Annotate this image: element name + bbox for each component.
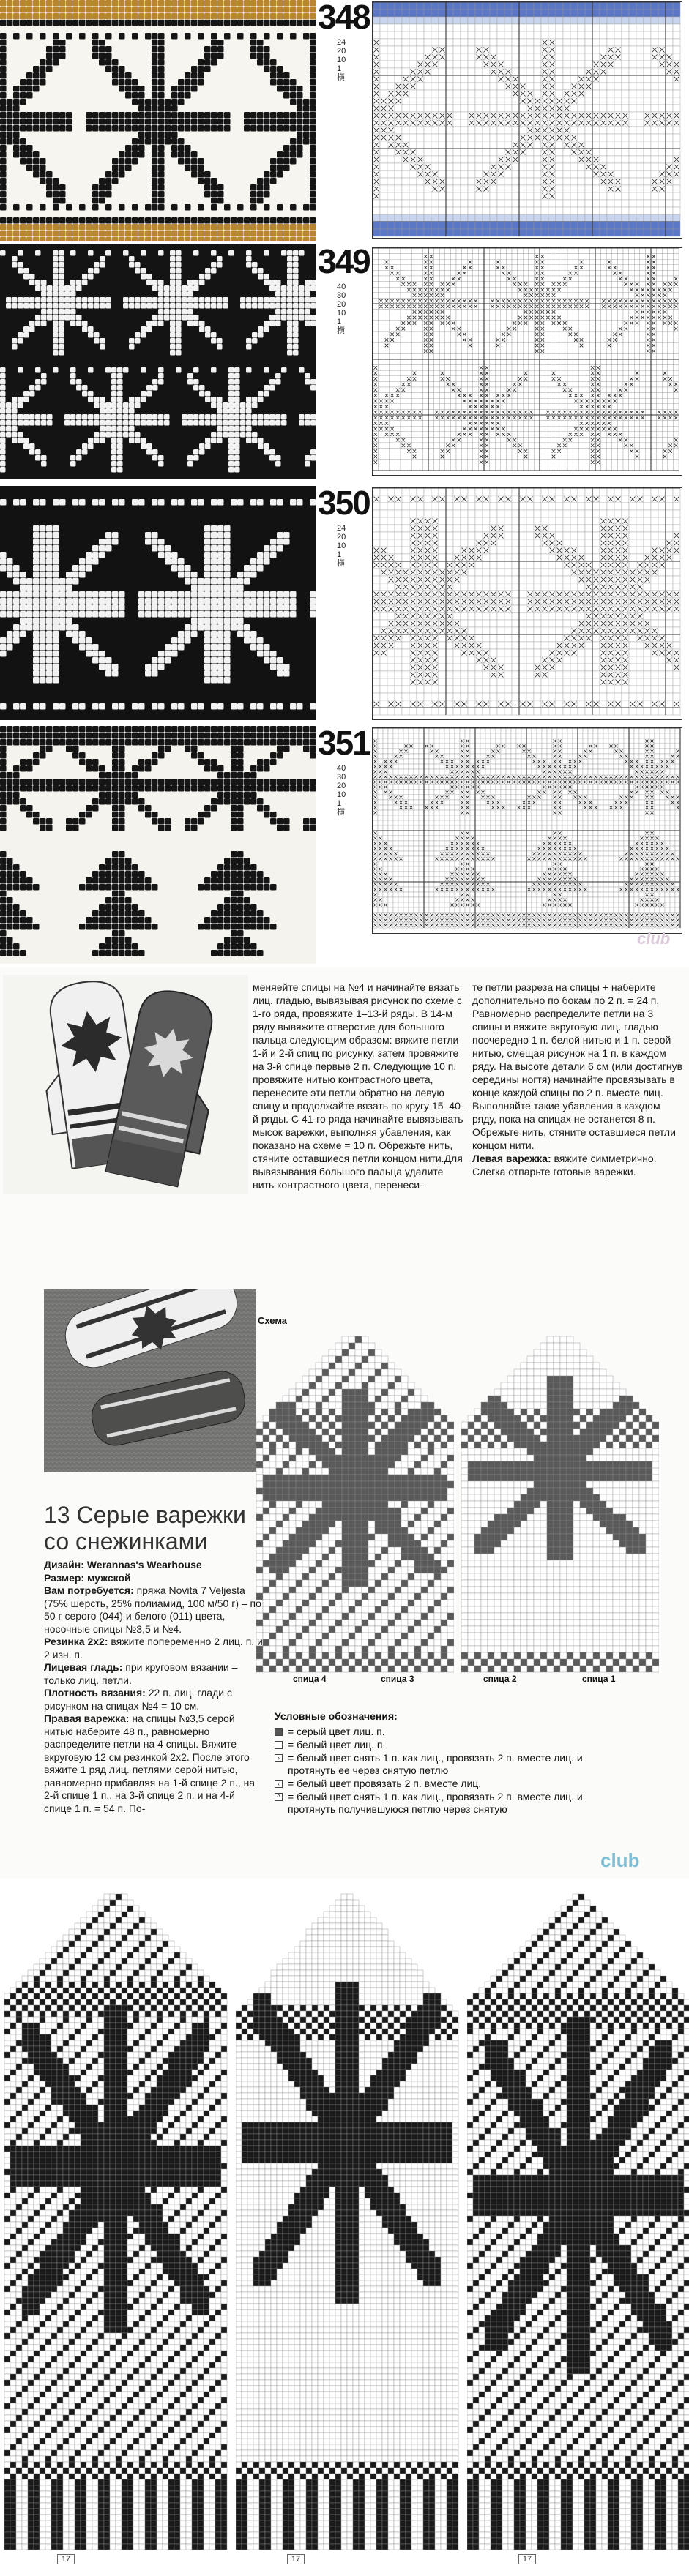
needle-label: спица 4 (293, 1674, 327, 1684)
row-labels: 40 30 20 10 1 横 (337, 282, 366, 335)
mittens-closeup-photo (44, 1289, 256, 1472)
pattern-number: 349 (318, 244, 370, 278)
article-spec: Дизайн: Werannas's Wearhouse Размер: мужской Вам потребуется: пряжа Novita 7 Veljesta (75% шерсть, 25% полиамид, 100 м/50 г) – по 50 г серого (044) и белого (011) цвета, носочные спицы №3,5 и №4. Резинка 2х2: вяжите попеременно 2 лиц. п. и 2 изн. п. Лицевая гладь: при круговом вязании – только лиц. петли. Плотность вязания: 22 п. лиц. глади с рисунком на спицах №4 = 10 см. Правая варежка: на спицы №3,5 серой нитью наберите 48 п., равномерно распределите петли на 4 спицы. Вяжите вкруговую 12 см резинкой 2х2. После этого вяжите 1 ряд лиц. петлями серой нитью, равномерно прибавляя на 1-й спице 2 п., на 2-й спице 1 п., на 3-й спице 2 п. и на 4-й спице 1 п. = 54 п. По- (44, 1559, 264, 1815)
mittens-photo (3, 975, 248, 1194)
schema-label: Схема (258, 1315, 287, 1326)
mitten-chart-1 (4, 1888, 228, 2550)
chart-351 (372, 727, 682, 934)
chart-350 (372, 487, 682, 720)
chart-width-label: 17 (57, 2554, 75, 2564)
pattern-number: 348 (318, 0, 370, 34)
legend-item: ^ = белый цвет снять 1 п. как лиц., провязать 2 п. вместе лиц. и протянуть получившуюся петлю через снятую (275, 1791, 604, 1816)
chart-width-label: 17 (287, 2554, 305, 2564)
legend-item: › = белый цвет снять 1 п. как лиц., провязать 2 п. вместе лиц. и протянуть ее через снятую петлю (275, 1752, 604, 1777)
chart-width-label: 17 (518, 2554, 536, 2564)
knit-sample-348 (0, 0, 316, 242)
knit-sample-349 (0, 244, 316, 479)
legend: Условные обозначения: = серый цвет лиц. п. = белый цвет лиц. п. › = белый цвет снять 1 п. как лиц., провязать 2 п. вместе лиц. и протянуть ее через снятую петлю ‹ = белый цвет провязать 2 п. вместе лиц. ^ = белый цвет снять 1 п. как лиц., провязать 2 п. вместе лиц. и протянуть получившуюся петлю через снятую (275, 1710, 604, 1816)
mitten-chart-2 (236, 1888, 459, 2550)
mitten-chart-3 (467, 1888, 689, 2550)
pattern-number: 350 (318, 486, 370, 520)
article-column-2: те петли разреза на спицы + наберите дополнительно по бокам по 2 п. = 24 п. Равномерно распределите петли на 3 спицы и вяжите вкруговую лиц. гладью поочередно 1 п. белой нитью и 1 п. серой нитью, смещая рисунок на 1 п. в каждом ряду. На высоте детали 6 см (или достигнув середины ногтя) начинайте провязывать в конце каждой спицы по 2 п. вместе лиц. Выполняйте такие убавления в каждом ряду, пока на спицах не останется 8 п. Обрежьте нить, стяните оставшиеся петли концом нити. Левая варежка: вяжите симметрично. Слегка отпарьте готовые варежки. (472, 981, 685, 1178)
legend-item: = серый цвет лиц. п. (275, 1726, 604, 1738)
pattern-number: 351 (318, 726, 370, 760)
schema-mitten-left (256, 1330, 454, 1674)
article-column-1: меняейте спицы на №4 и начинайте вязать лиц. гладью, вывязывая рисунок по схеме с 1-го ряда, провяжите 1–13-й ряды. В 14-м ряду вывяжите отверстие для большого пальца следующим образом: вяжите петли 1-й и 2-й спиц по рисунку, затем провяжите на 3-й спице первые 2 п. Следующие 10 п. провяжите нитью контрастного цвета, перенесите эти петли обратно на левую спицу и продолжайте вязать по кругу 15–40-й ряды. С 41-го ряда начинайте вывязывать мысок варежки, выполняя убавления, как показано на схеме = 10 п. Обрежьте нить, стяните оставшиеся петли концом нити.Для вывязывания большого пальца удалите нить контрастного цвета, перенеси- (253, 981, 465, 1191)
legend-item: = белый цвет лиц. п. (275, 1739, 604, 1751)
pattern-351 (0, 726, 689, 964)
pattern-349 (0, 244, 689, 479)
needle-label: спица 3 (381, 1674, 414, 1684)
chart-349 (372, 247, 682, 476)
pattern-348 (0, 0, 689, 242)
needle-label: спица 2 (483, 1674, 517, 1684)
knit-sample-351 (0, 726, 316, 964)
needle-label: спица 1 (582, 1674, 616, 1684)
article-title: 13 Серые варежки со снежинками (44, 1502, 264, 1554)
knit-sample-350 (0, 486, 316, 720)
watermark: club (637, 929, 670, 948)
brand-logo: club (600, 1849, 639, 1872)
pattern-350 (0, 486, 689, 720)
row-labels: 24 20 10 1 横 (337, 38, 366, 82)
schema-mitten-right (461, 1330, 659, 1674)
chart-348 (372, 1, 682, 239)
large-mitten-charts (0, 1888, 689, 2576)
magazine-page (0, 967, 689, 1879)
legend-item: ‹ = белый цвет провязать 2 п. вместе лиц. (275, 1778, 604, 1790)
row-labels: 24 20 10 1 横 (337, 524, 366, 568)
row-labels: 40 30 20 10 1 横 (337, 764, 366, 817)
